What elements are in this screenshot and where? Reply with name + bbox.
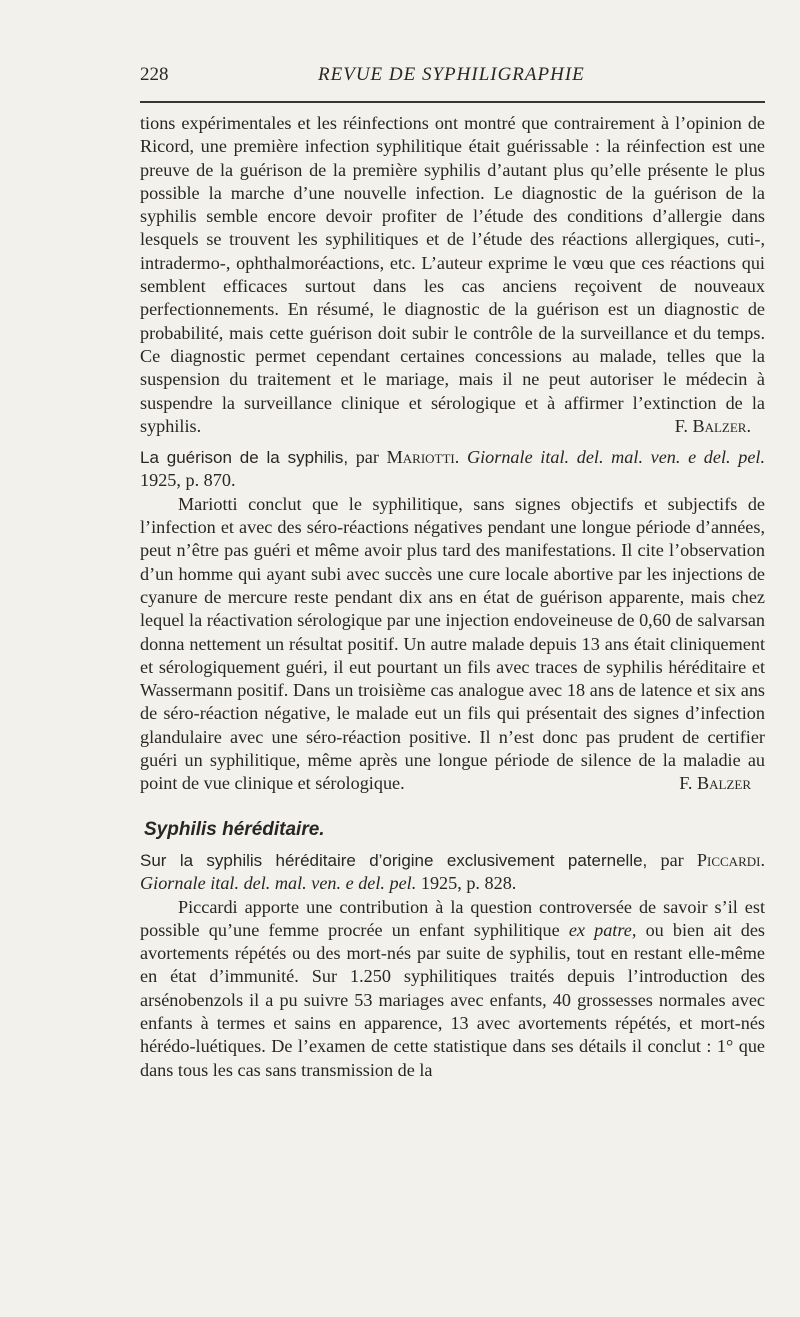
entry-par: par: [355, 447, 379, 468]
entry-body: [140, 896, 765, 1082]
continued-paragraph: [140, 112, 765, 438]
section-heading: Syphilis héréditaire.: [144, 818, 325, 840]
entry-title: La guérison de la syphilis,: [140, 448, 349, 468]
entry-journal: Giornale ital. del. mal. ven. e del. pel.: [466, 447, 765, 468]
body-text: [140, 112, 765, 1082]
header-rule: [140, 101, 765, 103]
entry-heading: [140, 446, 765, 493]
entry-par: par: [660, 849, 684, 870]
page-header: [140, 64, 765, 90]
running-title: REVUE DE SYPHILIGRAPHIE: [318, 64, 585, 85]
entry-author: Piccardi.: [696, 849, 765, 870]
signature: F. Balzer.: [674, 415, 751, 436]
signature: F. Balzer: [679, 773, 751, 794]
continued-paragraph-text: tions expérimentales et les réinfections ont montré que contrairement à l’opinion de Ricord, une première infection syphilitique était guérissable : la réinfection est une preuve de la guérison de la première syphilis d’autant plus qu’elle présente le plus possible la marche d’une nouvelle infection. Le diagnostic de la guérison de la syphilis semble encore devoir profiter de l’étude des conditions d’allergie dans lesquels se trouvent les syphilitiques et de l’étude des réactions allergiques, cuti-, intradermo-, ophthalmoréactions, etc. L’auteur exprime le vœu que ces réactions qui semblent efficaces surtout dans les cas anciens reçoivent de nouveaux perfectionnements. En résumé, le diagnostic de la guérison est un diagnostic de probabilité, mais cette guérison doit subir le contrôle de la surveillance et du temps. Ce diagnostic permet cependant certaines concessions au malade, telles que la suspension du traitement et le mariage, mais il ne peut autoriser le médecin à suspendre la surveillance clinique et sérologique et à affirmer l’extinction de la syphilis.: [140, 113, 765, 436]
entry-heading: [140, 849, 765, 896]
entry-body-text-2: ou bien ait des avortements répétés ou des mort-nés par suite de syphilis, tout en restant elle-même en état d’immunité. Sur 1.250 syphilitiques traités depuis l’introduction des arsénobenzols il a pu suivre 53 mariages avec enfants, 40 grossesses normales avec enfants à termes et sains en apparence, 13 avec avortements répétés, et mort-nés hérédo-luétiques. De l’examen de cette statistique dans ses détails il conclut : 1° que dans tous les cas sans transmission de la: [140, 919, 765, 1080]
entry-body-emphasis: ex patre,: [568, 919, 637, 940]
entry-body-text: Mariotti conclut que le syphilitique, sans signes objectifs et subjectifs de l’infection et avec des séro-réactions négatives pendant une longue période d’années, peut n’être pas guéri et même avoir plus tard des manifestations. Il cite l’observation d’un homme qui ayant subi avec succès une cure locale abortive par les injections de cyanure de mercure reste pendant dix ans en état de guérison apparente, mais chez lequel la réactivation sérologique par une injection endoveineuse de 0,60 de salvarsan donna nettement un résultat positif. Un autre malade depuis 13 ans était cliniquement et sérologiquement guéri, il eut pourtant un fils avec traces de syphilis héréditaire et Wassermann positif. Dans un troisième cas analogue avec 18 ans de latence et six ans de séro-réaction négative, le malade eut un fils qui présentait des signes d’infection glandulaire avec une séro-réaction positive. Il n’est donc pas prudent de certifier guéri un syphilitique, même après une longue période de silence de la maladie au point de vue clinique et sérologique.: [140, 493, 765, 794]
page-number: 228: [140, 64, 169, 85]
entry-author: Mariotti.: [386, 447, 460, 468]
entry-reference: 1925, p. 870.: [140, 470, 236, 491]
entry-body-text-1: Piccardi apporte une contribution à la question controversée de savoir s’il est possible qu’une femme procrée un enfant syphilitique: [140, 896, 765, 940]
entry-reference: 1925, p. 828.: [420, 873, 517, 894]
entry-title: Sur la syphilis héréditaire d’origine exclusivement paternelle,: [140, 850, 648, 870]
entry-journal: Giornale ital. del. mal. ven. e del. pel.: [140, 873, 417, 894]
entry-body: [140, 493, 765, 796]
